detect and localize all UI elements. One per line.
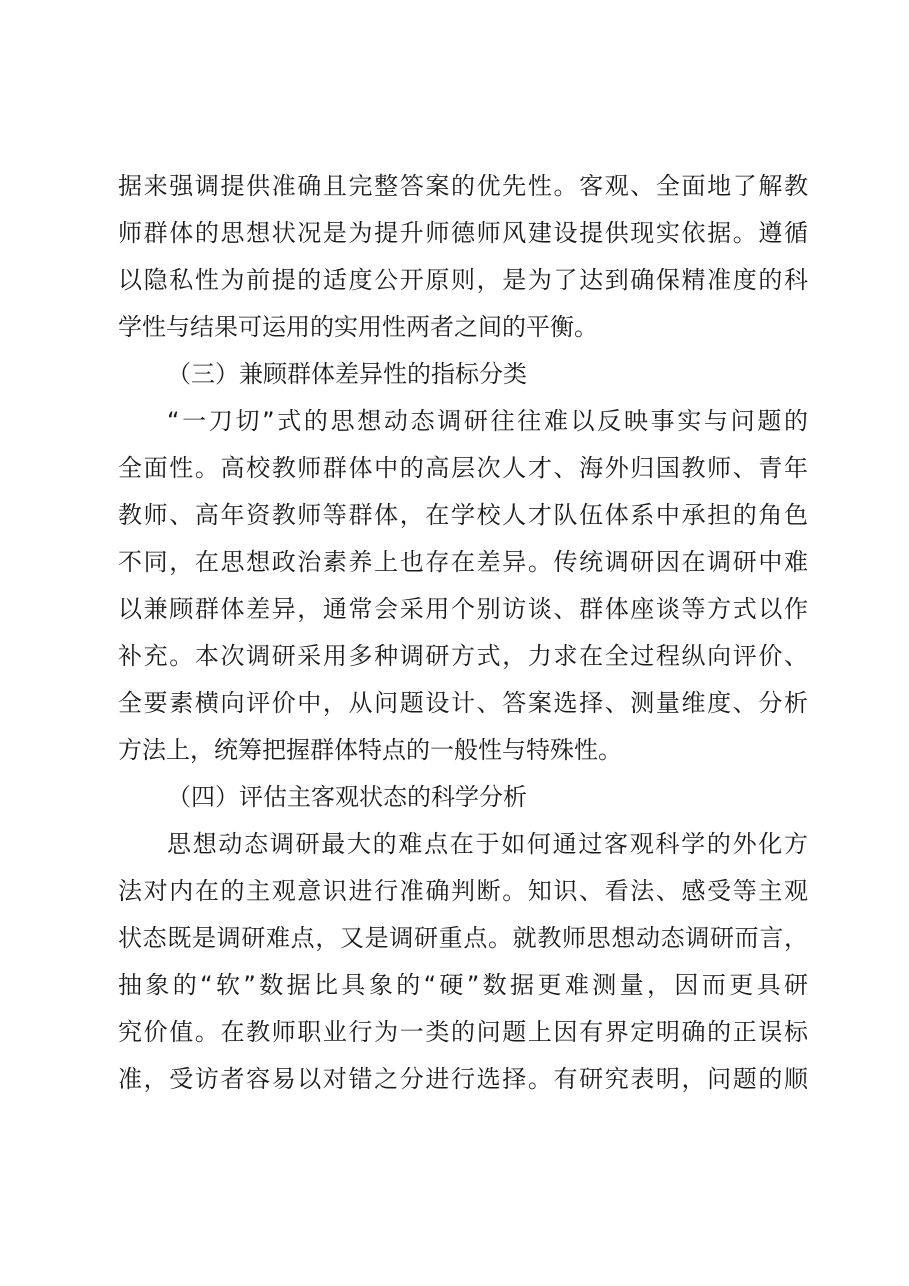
text-line: “一刀切”式的思想动态调研往往难以反映事实与问题的	[167, 407, 808, 435]
text-line: 以隐私性为前提的适度公开原则，是为了达到确保精准度的科	[118, 266, 808, 294]
text-line: 以兼顾群体差异，通常会采用个别访谈、群体座谈等方式以作	[118, 595, 808, 623]
text-line: 方法上，统筹把握群体特点的一般性与特殊性。	[118, 736, 622, 764]
text-line: 补充。本次调研采用多种调研方式，力求在全过程纵向评价、	[118, 642, 808, 670]
text-line: 据来强调提供准确且完整答案的优先性。客观、全面地了解教	[118, 172, 808, 200]
document-body	[118, 163, 808, 1103]
section-heading-3: （三）兼顾群体差异性的指标分类	[167, 360, 527, 388]
text-line: 准，受访者容易以对错之分进行选择。有研究表明，问题的顺	[118, 1065, 808, 1093]
text-line: 全要素横向评价中，从问题设计、答案选择、测量维度、分析	[118, 689, 808, 717]
paragraph-1	[118, 163, 808, 351]
text-line: 思想动态调研最大的难点在于如何通过客观科学的外化方	[167, 830, 808, 858]
text-line: 全面性。高校教师群体中的高层次人才、海外归国教师、青年	[118, 454, 808, 482]
paragraph-3	[118, 821, 808, 1103]
section-heading-4: （四）评估主客观状态的科学分析	[167, 783, 527, 811]
text-line: 学性与结果可运用的实用性两者之间的平衡。	[118, 313, 598, 341]
text-line: 教师、高年资教师等群体，在学校人才队伍体系中承担的角色	[118, 501, 808, 529]
text-line: 究价值。在教师职业行为一类的问题上因有界定明确的正误标	[118, 1018, 808, 1046]
text-line: 抽象的“软”数据比具象的“硬”数据更难测量，因而更具研	[118, 971, 808, 999]
paragraph-2	[118, 398, 808, 774]
text-line: 师群体的思想状况是为提升师德师风建设提供现实依据。遵循	[118, 219, 808, 247]
text-line: 法对内在的主观意识进行准确判断。知识、看法、感受等主观	[118, 877, 808, 905]
text-line: 状态既是调研难点，又是调研重点。就教师思想动态调研而言，	[118, 924, 808, 952]
text-line: 不同，在思想政治素养上也存在差异。传统调研因在调研中难	[118, 548, 808, 576]
